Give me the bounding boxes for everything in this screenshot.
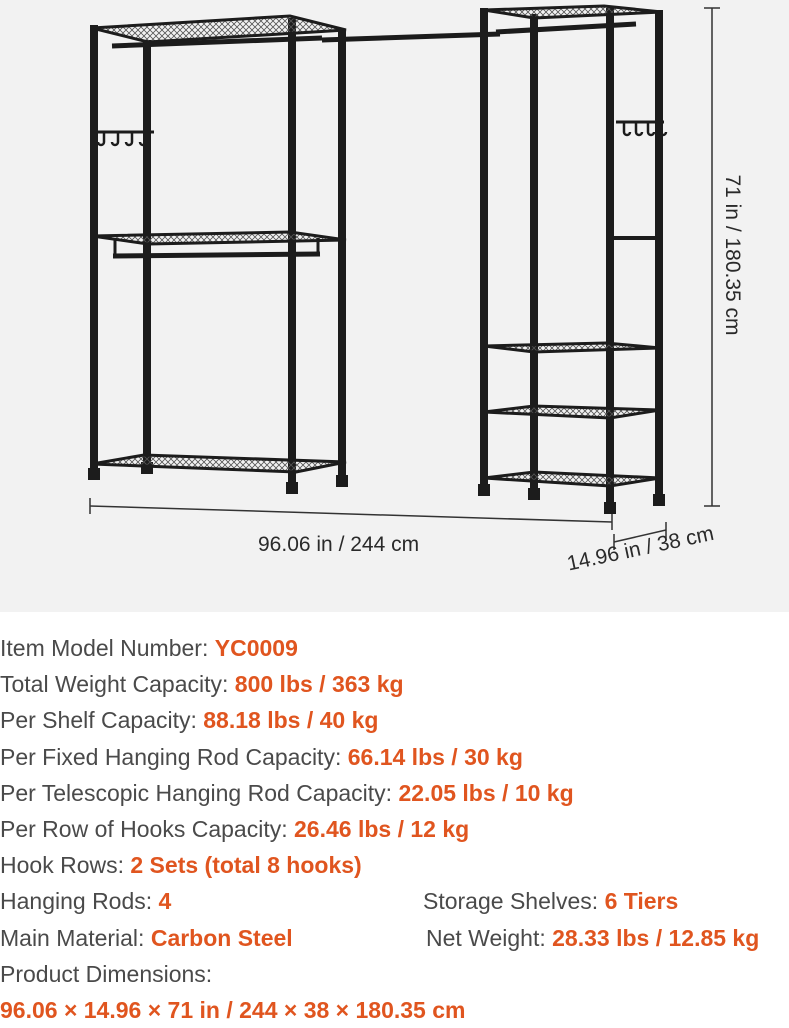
spec-label: Main Material: <box>0 924 151 951</box>
right-rack-foot <box>604 502 616 514</box>
right-rack-foot <box>528 488 540 500</box>
spec-value: 28.33 lbs / 12.85 kg <box>552 924 760 951</box>
left-rack-middle-shelf <box>92 232 346 244</box>
right-rack-post <box>480 8 488 488</box>
left-rack <box>88 16 348 494</box>
spec-row-telescopic-rod-capacity <box>0 775 789 811</box>
spec-label: Per Telescopic Hanging Rod Capacity: <box>0 779 399 806</box>
right-rack <box>478 6 666 514</box>
spec-row-total-capacity <box>0 666 789 702</box>
right-rack-hook <box>636 122 642 135</box>
right-rack-foot <box>653 494 665 506</box>
spec-value: 6 Tiers <box>604 888 679 915</box>
spec-label: Net Weight: <box>426 924 553 951</box>
spec-row-hooks-capacity <box>0 811 789 847</box>
spec-value: 800 lbs / 363 kg <box>234 671 404 698</box>
right-rack-post <box>655 10 663 500</box>
spec-value: YC0009 <box>214 635 298 661</box>
depth-dimension-label: 14.96 in / 38 cm <box>565 521 716 576</box>
right-rack-foot <box>478 484 490 496</box>
spec-label: Product Dimensions: <box>0 960 213 987</box>
right-rack-hook <box>648 122 654 135</box>
spec-row-dimensions-label <box>0 956 789 992</box>
specifications-list <box>0 630 789 1028</box>
spec-value: 96.06 × 14.96 × 71 in / 244 × 38 × 180.35 cm <box>0 996 466 1023</box>
spec-value: 26.46 lbs / 12 kg <box>294 815 470 842</box>
spec-label: Item Model Number: <box>0 635 215 661</box>
spec-value: 66.14 lbs / 30 kg <box>347 743 523 770</box>
right-rack-shelf <box>484 472 660 486</box>
left-rack-bottom-shelf <box>92 455 346 472</box>
spec-row-material-and-weight <box>0 920 789 956</box>
left-rack-hook <box>112 132 118 145</box>
right-rack-top-shelf <box>484 6 662 18</box>
left-rack-hook <box>98 132 104 145</box>
spec-row-model <box>0 630 789 666</box>
width-dimension-label: 96.06 in / 244 cm <box>258 533 420 556</box>
spec-label: Per Shelf Capacity: <box>0 707 204 734</box>
width-dimension-line <box>90 506 612 522</box>
right-rack-shelf <box>484 406 660 418</box>
spec-row-rods-and-shelves <box>0 883 789 919</box>
spec-row-shelf-capacity <box>0 702 789 738</box>
spec-row-fixed-rod-capacity <box>0 739 789 775</box>
right-rack-post <box>606 8 614 508</box>
spec-row-hook-rows <box>0 847 789 883</box>
spec-label: Total Weight Capacity: <box>0 671 235 698</box>
spec-value: 4 <box>158 888 172 915</box>
right-rack-hook <box>624 122 630 135</box>
left-rack-foot <box>88 468 100 480</box>
left-rack-hook <box>126 132 132 145</box>
spec-column-two <box>423 883 678 919</box>
left-rack-post <box>338 30 346 480</box>
spec-value: 2 Sets (total 8 hooks) <box>130 852 362 879</box>
spec-row-dimensions-value <box>0 992 789 1028</box>
spec-label: Storage Shelves: <box>423 888 605 915</box>
height-dimension-label: 71 in / 180.35 cm <box>721 174 744 336</box>
spec-value: 22.05 lbs / 10 kg <box>398 779 574 806</box>
right-rack-shelf <box>484 343 660 352</box>
left-rack-post <box>90 25 98 475</box>
spec-label: Hook Rows: <box>0 852 131 879</box>
spec-label: Per Fixed Hanging Rod Capacity: <box>0 743 348 770</box>
telescopic-rod <box>322 34 500 40</box>
spec-value: 88.18 lbs / 40 kg <box>203 707 379 734</box>
right-rack-top-rod <box>496 24 636 32</box>
left-rack-middle-rod <box>113 254 320 256</box>
right-rack-post <box>530 14 538 492</box>
spec-label: Hanging Rods: <box>0 888 159 915</box>
spec-value: Carbon Steel <box>150 924 293 951</box>
spec-column-two <box>426 920 759 956</box>
left-rack-foot <box>286 482 298 494</box>
spec-label: Per Row of Hooks Capacity: <box>0 815 295 842</box>
left-rack-foot <box>336 475 348 487</box>
